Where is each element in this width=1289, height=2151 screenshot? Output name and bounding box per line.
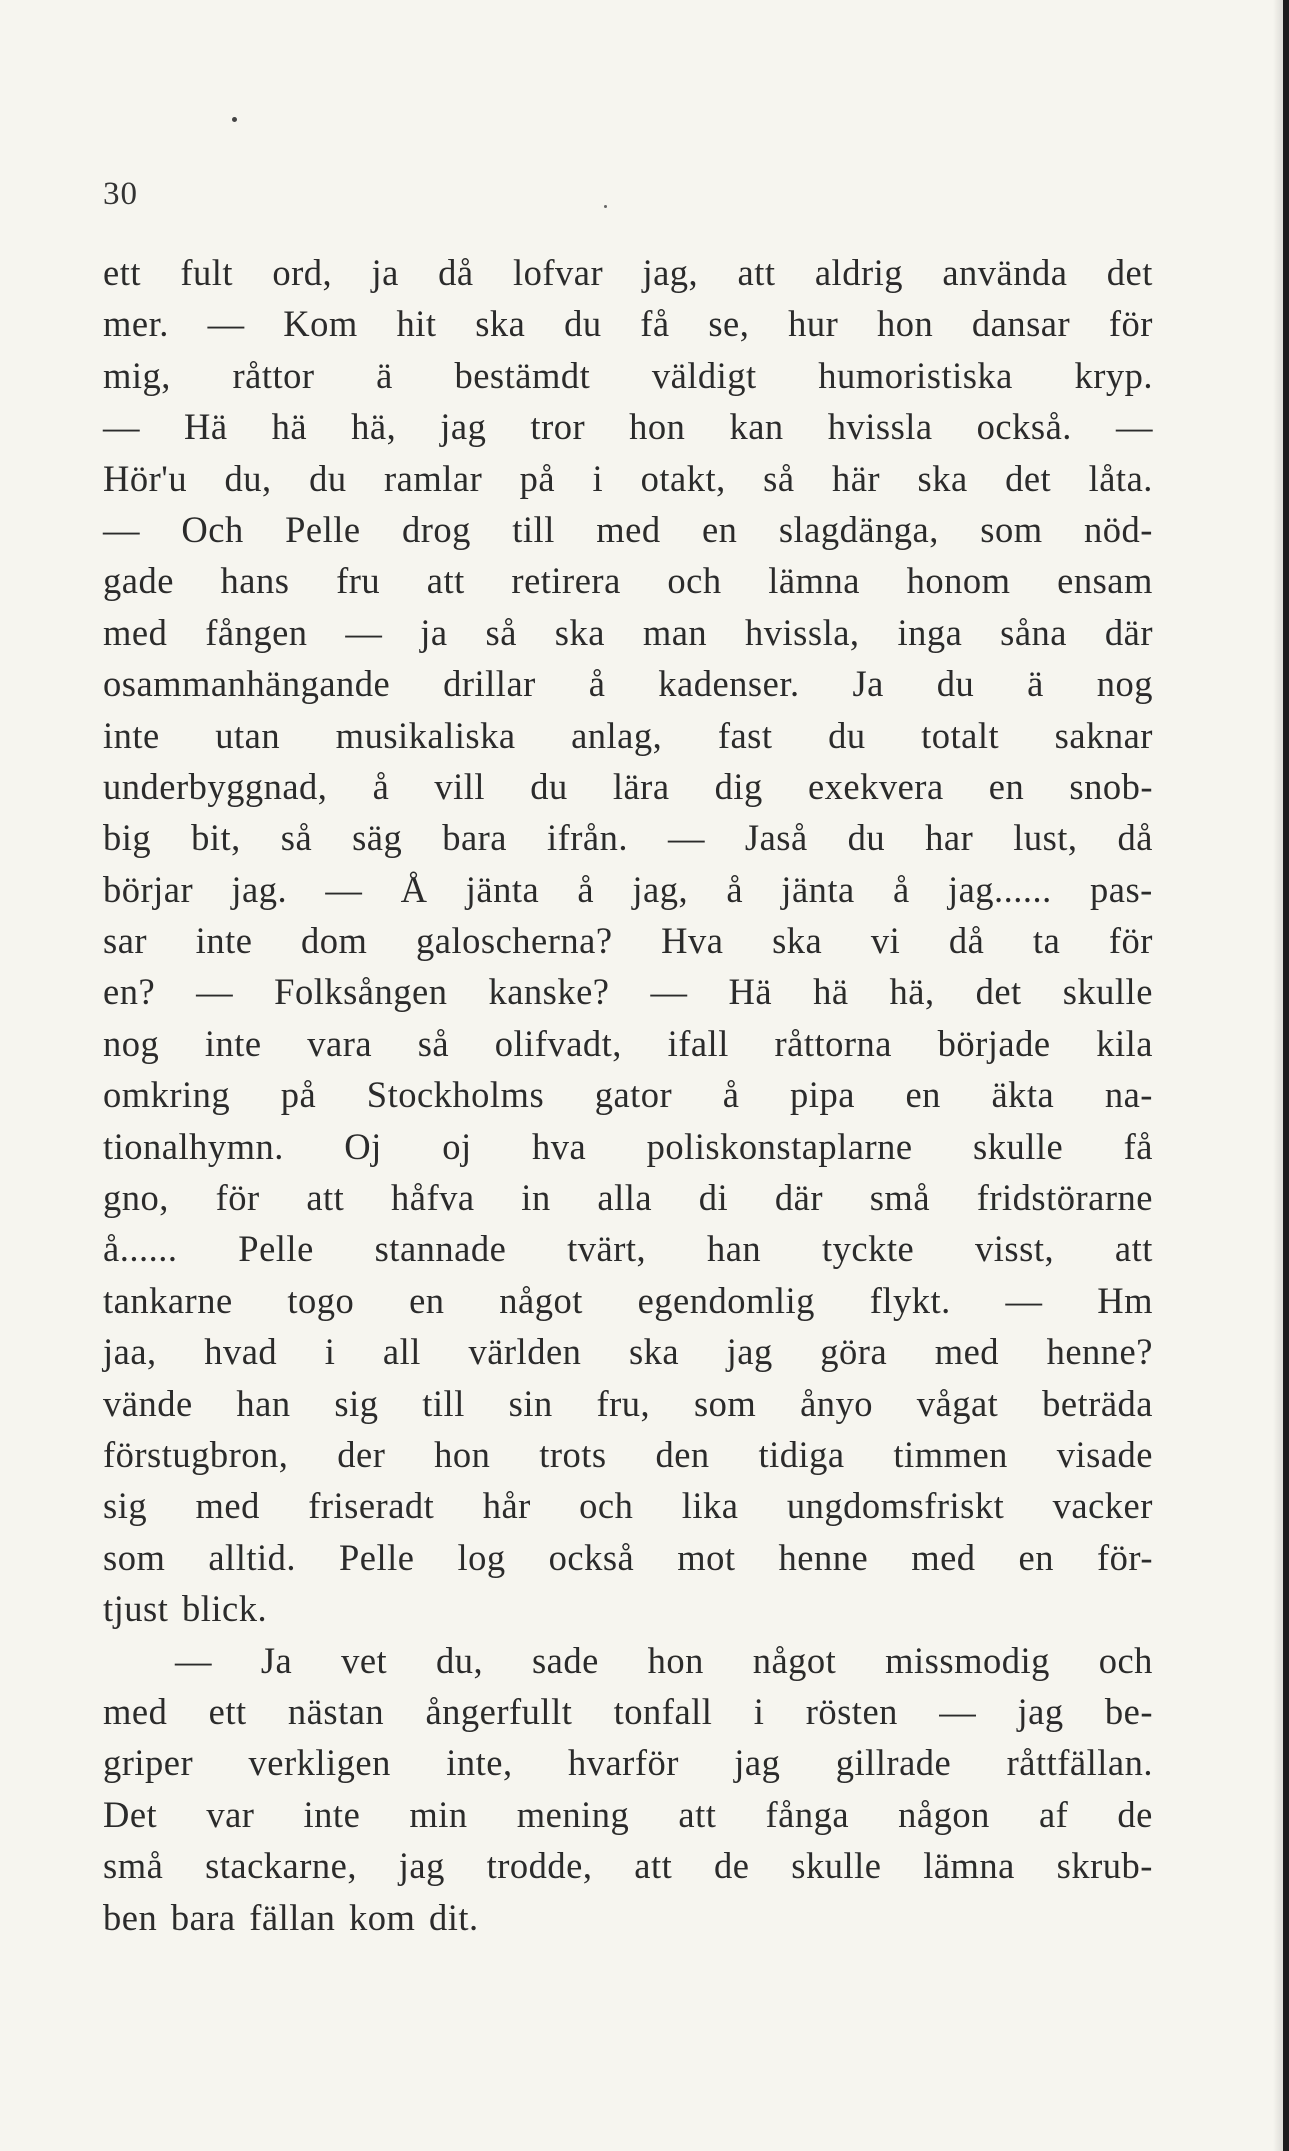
text-line: ett fult ord, ja då lofvar jag, att aldrig använda det — [103, 252, 1153, 293]
text-line: mig, råttor ä bestämdt väldigt humoristiska kryp. — [103, 354, 1153, 396]
text-line: tionalhymn. Oj oj hva poliskonstaplarne skulle få — [103, 1125, 1153, 1167]
text-line: gno, för att håfva in alla di där små fridstörarne — [103, 1177, 1153, 1219]
print-dot — [604, 205, 607, 208]
text-line: underbyggnad, å vill du lära dig exekvera en snob- — [103, 765, 1153, 807]
body-text — [103, 247, 1153, 1943]
text-line: med ett nästan ångerfullt tonfall i rösten — jag be- — [103, 1690, 1153, 1732]
page-edge-shadow — [1273, 0, 1283, 2151]
text-line: big bit, så säg bara ifrån. — Jaså du har lust, då — [103, 817, 1153, 859]
text-line: med fången — ja så ska man hvissla, inga såna där — [103, 611, 1153, 653]
text-line: griper verkligen inte, hvarför jag gillrade råttfällan. — [103, 1742, 1153, 1784]
print-speck — [232, 117, 237, 122]
text-line: gade hans fru att retirera och lämna honom ensam — [103, 560, 1153, 602]
text-line: — Hä hä hä, jag tror hon kan hvissla också. — — [103, 406, 1153, 448]
text-line: — Och Pelle drog till med en slagdänga, som nöd- — [103, 508, 1153, 550]
text-line: vände han sig till sin fru, som ånyo vågat beträda — [103, 1382, 1153, 1424]
text-line: mer. — Kom hit ska du få se, hur hon dansar för — [103, 303, 1153, 345]
text-line: förstugbron, der hon trots den tidiga timmen visade — [103, 1433, 1153, 1475]
text-line: Hör'u du, du ramlar på i otakt, så här ska det låta. — [103, 457, 1153, 499]
text-line: jaa, hvad i all världen ska jag göra med henne? — [103, 1331, 1153, 1373]
text-line: sig med friseradt hår och lika ungdomsfriskt vacker — [103, 1485, 1153, 1527]
text-line: å...... Pelle stannade tvärt, han tyckte visst, att — [103, 1228, 1153, 1270]
text-line: som alltid. Pelle log också mot henne med en för- — [103, 1536, 1153, 1578]
text-line: tankarne togo en något egendomlig flykt. — Hm — [103, 1279, 1153, 1321]
text-line: osammanhängande drillar å kadenser. Ja du ä nog — [103, 663, 1153, 705]
page-number: 30 — [103, 176, 138, 212]
text-line: små stackarne, jag trodde, att de skulle lämna skrub- — [103, 1845, 1153, 1887]
text-line: en? — Folksången kanske? — Hä hä hä, det skulle — [103, 971, 1153, 1013]
text-line: Det var inte min mening att fånga någon af de — [103, 1793, 1153, 1835]
text-line: omkring på Stockholms gator å pipa en äkta na- — [103, 1074, 1153, 1116]
text-line: tjust blick. — [103, 1588, 268, 1630]
text-line: — Ja vet du, sade hon något missmodig och — [175, 1639, 1153, 1681]
text-line: sar inte dom galoscherna? Hva ska vi då ta för — [103, 920, 1153, 962]
page-edge — [1283, 0, 1289, 2151]
text-line: inte utan musikaliska anlag, fast du totalt saknar — [103, 714, 1153, 756]
text-line: börjar jag. — Å jänta å jag, å jänta å jag...... pas- — [103, 868, 1153, 910]
text-line: ben bara fällan kom dit. — [103, 1896, 479, 1938]
text-line: nog inte vara så olifvadt, ifall råttorna började kila — [103, 1022, 1153, 1064]
